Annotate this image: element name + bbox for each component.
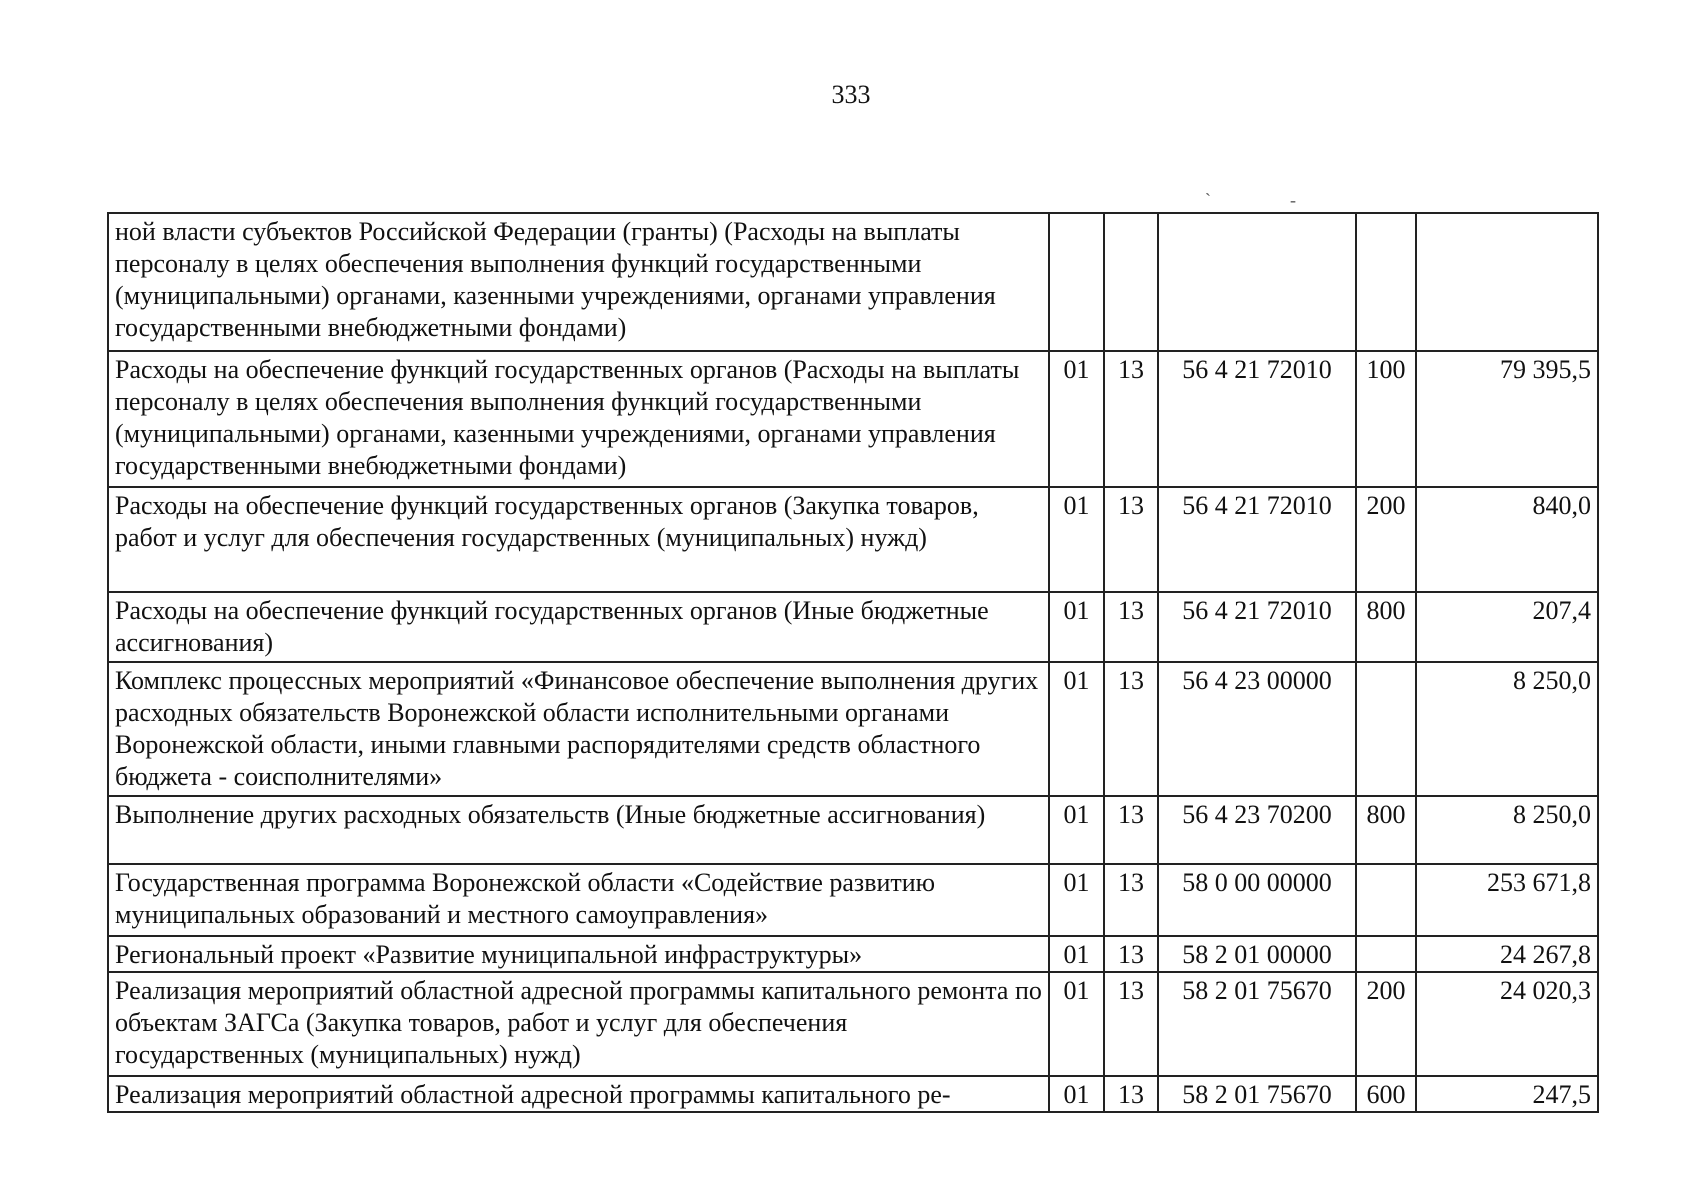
target-article-code: 58 2 01 75670 [1158, 1076, 1356, 1112]
row-description: Государственная программа Воронежской области «Содействие развитию муниципальных образований и местного самоуправления» [108, 864, 1049, 936]
target-article-code: 56 4 21 72010 [1158, 487, 1356, 592]
expense-type-code [1356, 864, 1416, 936]
section-code [1049, 213, 1104, 351]
section-code: 01 [1049, 487, 1104, 592]
target-article-code: 56 4 21 72010 [1158, 592, 1356, 662]
target-article-code: 56 4 23 00000 [1158, 662, 1356, 796]
subsection-code: 13 [1104, 936, 1158, 972]
target-article-code: 58 2 01 75670 [1158, 972, 1356, 1076]
scan-mark: ` [1205, 190, 1211, 210]
amount [1416, 213, 1598, 351]
table-row [108, 972, 1598, 1076]
budget-table [107, 212, 1599, 1113]
section-code: 01 [1049, 864, 1104, 936]
expense-type-code [1356, 662, 1416, 796]
scan-mark: - [1290, 190, 1296, 210]
section-code: 01 [1049, 972, 1104, 1076]
subsection-code [1104, 213, 1158, 351]
table-row [108, 662, 1598, 796]
row-description: Расходы на обеспечение функций государственных органов (Иные бюджетные ассигнования) [108, 592, 1049, 662]
target-article-code: 56 4 21 72010 [1158, 351, 1356, 487]
amount: 24 267,8 [1416, 936, 1598, 972]
amount: 253 671,8 [1416, 864, 1598, 936]
section-code: 01 [1049, 1076, 1104, 1112]
target-article-code: 56 4 23 70200 [1158, 796, 1356, 864]
expense-type-code: 200 [1356, 972, 1416, 1076]
amount: 24 020,3 [1416, 972, 1598, 1076]
amount: 247,5 [1416, 1076, 1598, 1112]
expense-type-code: 100 [1356, 351, 1416, 487]
subsection-code: 13 [1104, 1076, 1158, 1112]
section-code: 01 [1049, 936, 1104, 972]
amount: 79 395,5 [1416, 351, 1598, 487]
expense-type-code: 200 [1356, 487, 1416, 592]
row-description: Реализация мероприятий областной адресной программы капитального ремонта по объектам ЗАГСа (Закупка товаров, работ и услуг для обеспечения государственных (муниципальных) нужд) [108, 972, 1049, 1076]
row-description: Расходы на обеспечение функций государственных органов (Закупка товаров, работ и услуг для обеспечения государственных (муниципальных) нужд) [108, 487, 1049, 592]
expense-type-code [1356, 936, 1416, 972]
row-description: Комплекс процессных мероприятий «Финансовое обеспечение выполнения других расходных обязательств Воронежской области исполнительными органами Воронежской области, иными главными распорядителями средств областного бюджета - соисполнителями» [108, 662, 1049, 796]
section-code: 01 [1049, 351, 1104, 487]
amount: 207,4 [1416, 592, 1598, 662]
budget-table-body [108, 213, 1598, 1112]
page-number: 333 [831, 80, 871, 109]
target-article-code [1158, 213, 1356, 351]
amount: 8 250,0 [1416, 796, 1598, 864]
section-code: 01 [1049, 796, 1104, 864]
expense-type-code [1356, 213, 1416, 351]
subsection-code: 13 [1104, 351, 1158, 487]
section-code: 01 [1049, 662, 1104, 796]
table-row [108, 796, 1598, 864]
expense-type-code: 800 [1356, 592, 1416, 662]
table-row [108, 487, 1598, 592]
subsection-code: 13 [1104, 487, 1158, 592]
expense-type-code: 800 [1356, 796, 1416, 864]
row-description: ной власти субъектов Российской Федерации (гранты) (Расходы на выплаты персоналу в целях обеспечения выполнения функций государственными (муниципальными) органами, казенными учреждениями, органами управления государственными внебюджетными фондами) [108, 213, 1049, 351]
row-description: Реализация мероприятий областной адресной программы капитального ре- [108, 1076, 1049, 1112]
table-row [108, 592, 1598, 662]
table-row [108, 864, 1598, 936]
row-description: Расходы на обеспечение функций государственных органов (Расходы на выплаты персоналу в целях обеспечения выполнения функций государственными (муниципальными) органами, казенными учреждениями, органами управления государственными внебюджетными фондами) [108, 351, 1049, 487]
subsection-code: 13 [1104, 972, 1158, 1076]
amount: 840,0 [1416, 487, 1598, 592]
table-row [108, 213, 1598, 351]
subsection-code: 13 [1104, 592, 1158, 662]
expense-type-code: 600 [1356, 1076, 1416, 1112]
amount: 8 250,0 [1416, 662, 1598, 796]
row-description: Региональный проект «Развитие муниципальной инфраструктуры» [108, 936, 1049, 972]
subsection-code: 13 [1104, 662, 1158, 796]
target-article-code: 58 0 00 00000 [1158, 864, 1356, 936]
table-row [108, 936, 1598, 972]
row-description: Выполнение других расходных обязательств (Иные бюджетные ассигнования) [108, 796, 1049, 864]
target-article-code: 58 2 01 00000 [1158, 936, 1356, 972]
table-row [108, 351, 1598, 487]
section-code: 01 [1049, 592, 1104, 662]
subsection-code: 13 [1104, 864, 1158, 936]
subsection-code: 13 [1104, 796, 1158, 864]
table-row [108, 1076, 1598, 1112]
